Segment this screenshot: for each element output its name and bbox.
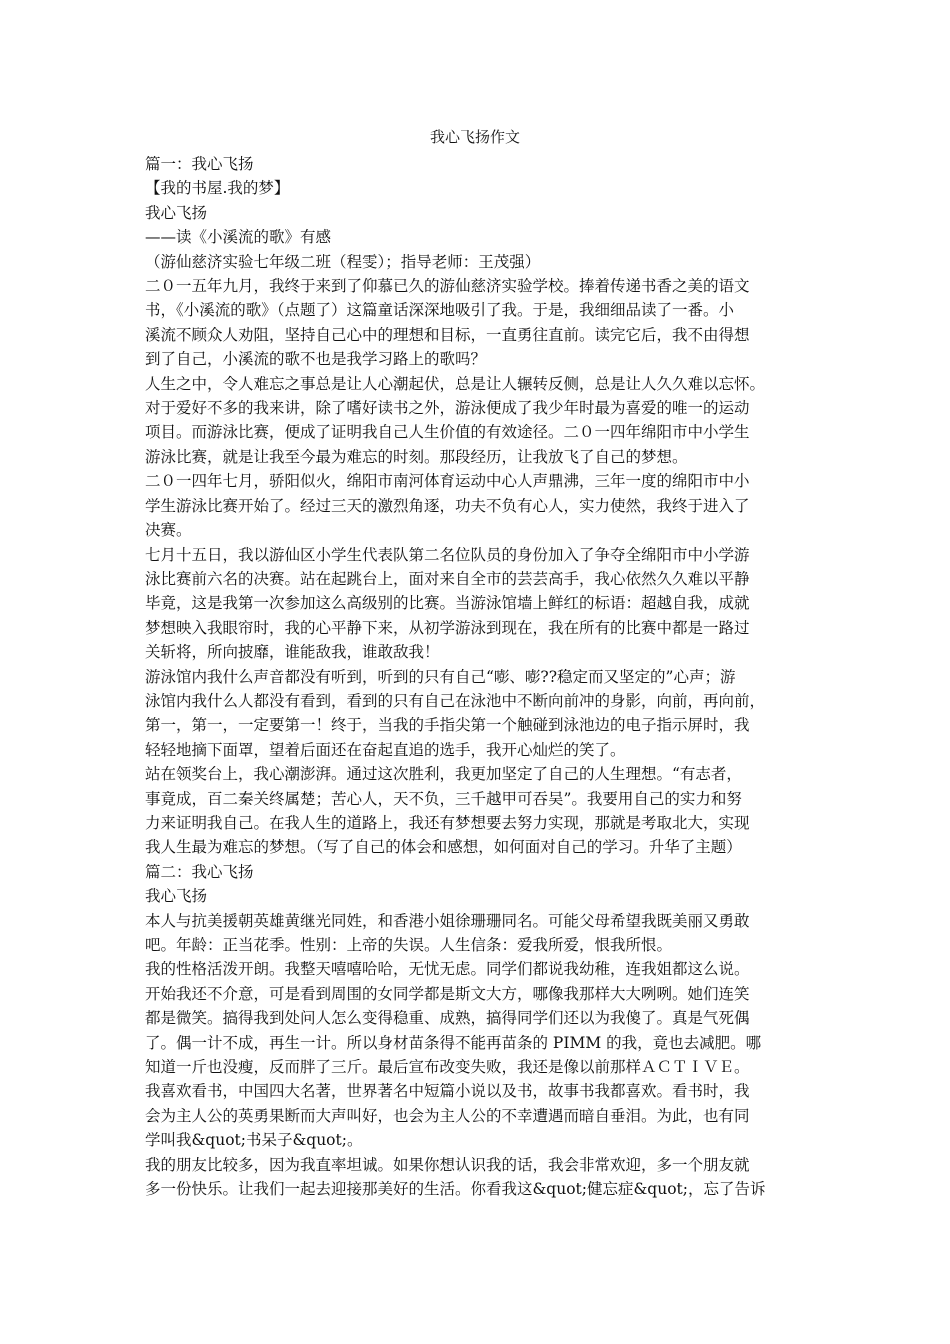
text-line: 七月十五日，我以游仙区小学生代表队第二名位队员的身份加入了争夺全绵阳市中小学游 bbox=[145, 545, 750, 564]
text-line: 学生游泳比赛开始了。经过三天的激烈角逐，功夫不负有心人，实力使然，我终于进入了 bbox=[145, 496, 750, 515]
text-line: 泳馆内我什么人都没有看到，看到的只有自己在泳池中不断向前冲的身影，向前，再向前， bbox=[145, 691, 766, 710]
text-line: 到了自己，小溪流的歌不也是我学习路上的歌吗？ bbox=[145, 350, 487, 369]
text-line: 事竟成，百二秦关终属楚；苦心人，天不负，三千越甲可吞吴”。我要用自己的实力和努 bbox=[145, 789, 742, 808]
paragraph bbox=[145, 909, 807, 958]
text-line: 了。偶一计不成，再生一计。所以身材苗条得不能再苗条的 PIMM 的我，竟也去减肥。哪 bbox=[145, 1033, 762, 1052]
paragraph bbox=[145, 543, 807, 665]
text-line: 毕竟，这是我第一次参加这么高级别的比赛。当游泳馆墙上鲜红的标语：超越自我，成就 bbox=[145, 594, 750, 613]
paragraph bbox=[145, 250, 807, 274]
paragraph bbox=[145, 201, 807, 225]
text-line: 篇二：我心飞扬 bbox=[145, 862, 254, 881]
text-line: 游泳馆内我什么声音都没有听到，听到的只有自己“嘭、嘭??稳定而又坚定的”心声；游 bbox=[145, 667, 736, 686]
text-line: 我人生最为难忘的梦想。（写了自己的体会和感想，如何面对自己的学习。升华了主题） bbox=[145, 838, 742, 857]
text-line: 游泳比赛，就是让我至今最为难忘的时刻。那段经历，让我放飞了自己的梦想。 bbox=[145, 447, 688, 466]
text-line: 对于爱好不多的我来讲，除了嗜好读书之外，游泳便成了我少年时最为喜爱的唯一的运动 bbox=[145, 399, 750, 418]
text-line: 我心飞扬 bbox=[145, 203, 208, 222]
text-line: 项目。而游泳比赛，便成了证明我自己人生价值的有效途径。二０一四年绵阳市中小学生 bbox=[145, 423, 750, 442]
document-title: 我心飞扬作文 bbox=[429, 128, 520, 146]
paragraph bbox=[145, 1079, 807, 1152]
text-line: 我的朋友比较多，因为我直率坦诚。如果你想认识我的话，我会非常欢迎，多一个朋友就 bbox=[145, 1155, 750, 1174]
paragraph bbox=[145, 884, 807, 908]
paragraph bbox=[145, 274, 807, 372]
text-line: ——读《小溪流的歌》有感 bbox=[145, 228, 332, 247]
text-line: 知道一斤也没瘦，反而胖了三斤。最后宣布改变失败，我还是像以前那样ＡＣＴＩＶＥ。 bbox=[145, 1058, 750, 1077]
text-line: 轻轻地摘下面罩，望着后面还在奋起直追的选手，我开心灿烂的笑了。 bbox=[145, 740, 626, 759]
text-line: 我喜欢看书，中国四大名著，世界著名中短篇小说以及书，故事书我都喜欢。看书时，我 bbox=[145, 1082, 750, 1101]
text-line: 多一份快乐。让我们一起去迎接那美好的生活。你看我这&quot;健忘症&quot;，忘了告诉 bbox=[145, 1180, 766, 1199]
paragraph bbox=[145, 176, 807, 200]
text-line: 我的性格活泼开朗。我整天嘻嘻哈哈，无忧无虑。同学们都说我幼稚，连我姐都这么说。 bbox=[145, 960, 750, 979]
text-line: 我心飞扬 bbox=[145, 887, 208, 906]
text-line: 篇一：我心飞扬 bbox=[145, 155, 254, 173]
text-line: 泳比赛前六名的决赛。站在起跳台上，面对来自全市的芸芸高手，我心依然久久难以平静 bbox=[145, 569, 750, 588]
paragraph bbox=[145, 225, 807, 249]
document-body bbox=[145, 152, 807, 1201]
text-line: 决赛。 bbox=[145, 521, 192, 540]
text-line: 本人与抗美援朝英雄黄继光同姓，和香港小姐徐珊珊同名。可能父母希望我既美丽又勇敢 bbox=[145, 911, 750, 930]
text-line: 第一，第一，一定要第一！终于，当我的手指尖第一个触碰到泳池边的电子指示屏时，我 bbox=[145, 716, 750, 735]
text-line: 书，《小溪流的歌》（点题了）这篇童话深深地吸引了我。于是，我细细品读了一番。小 bbox=[145, 301, 735, 320]
text-line: 开始我还不介意，可是看到周围的女同学都是斯文大方，哪像我那样大大咧咧。她们连笑 bbox=[145, 984, 750, 1003]
paragraph bbox=[145, 762, 807, 860]
paragraph bbox=[145, 665, 807, 763]
text-line: 梦想映入我眼帘时，我的心平静下来，从初学游泳到现在，我在所有的比赛中都是一路过 bbox=[145, 618, 750, 637]
text-line: 力来证明我自己。在我人生的道路上，我还有梦想要去努力实现，那就是考取北大，实现 bbox=[145, 813, 750, 832]
paragraph bbox=[145, 860, 807, 884]
text-line: 吧。年龄：正当花季。性别：上帝的失误。人生信条：爱我所爱，恨我所恨。 bbox=[145, 936, 673, 954]
text-line: 二０一四年七月，骄阳似火，绵阳市南河体育运动中心人声鼎沸，三年一度的绵阳市中小 bbox=[145, 472, 750, 491]
text-line: 会为主人公的英勇果断而大声叫好，也会为主人公的不幸遭遇而暗自垂泪。为此，也有同 bbox=[145, 1106, 750, 1125]
paragraph bbox=[145, 957, 807, 1079]
text-line: 【我的书屋.我的梦】 bbox=[145, 179, 290, 198]
paragraph bbox=[145, 469, 807, 542]
paragraph bbox=[145, 1153, 807, 1202]
text-line: 学叫我&quot;书呆子&quot;。 bbox=[145, 1131, 363, 1150]
text-line: 二０一五年九月，我终于来到了仰慕已久的游仙慈济实验学校。捧着传递书香之美的语文 bbox=[145, 277, 750, 296]
paragraph bbox=[145, 152, 807, 176]
text-line: （游仙慈济实验七年级二班（程雯）；指导老师：王茂强） bbox=[145, 252, 541, 271]
text-line: 站在领奖台上，我心潮澎湃。通过这次胜利，我更加坚定了自己的人生理想。“有志者， bbox=[145, 765, 742, 784]
paragraph bbox=[145, 372, 807, 470]
text-line: 溪流不顾众人劝阻，坚持自己心中的理想和目标，一直勇往直前。读完它后，我不由得想 bbox=[145, 325, 750, 344]
text-line: 人生之中，令人难忘之事总是让人心潮起伏，总是让人辗转反侧，总是让人久久难以忘怀。 bbox=[145, 374, 766, 393]
text-line: 关斩将，所向披靡，谁能敌我，谁敢敌我！ bbox=[145, 643, 440, 662]
text-line: 都是微笑。搞得我到处问人怎么变得稳重、成熟，搞得同学们还以为我傻了。真是气死偶 bbox=[145, 1009, 750, 1028]
